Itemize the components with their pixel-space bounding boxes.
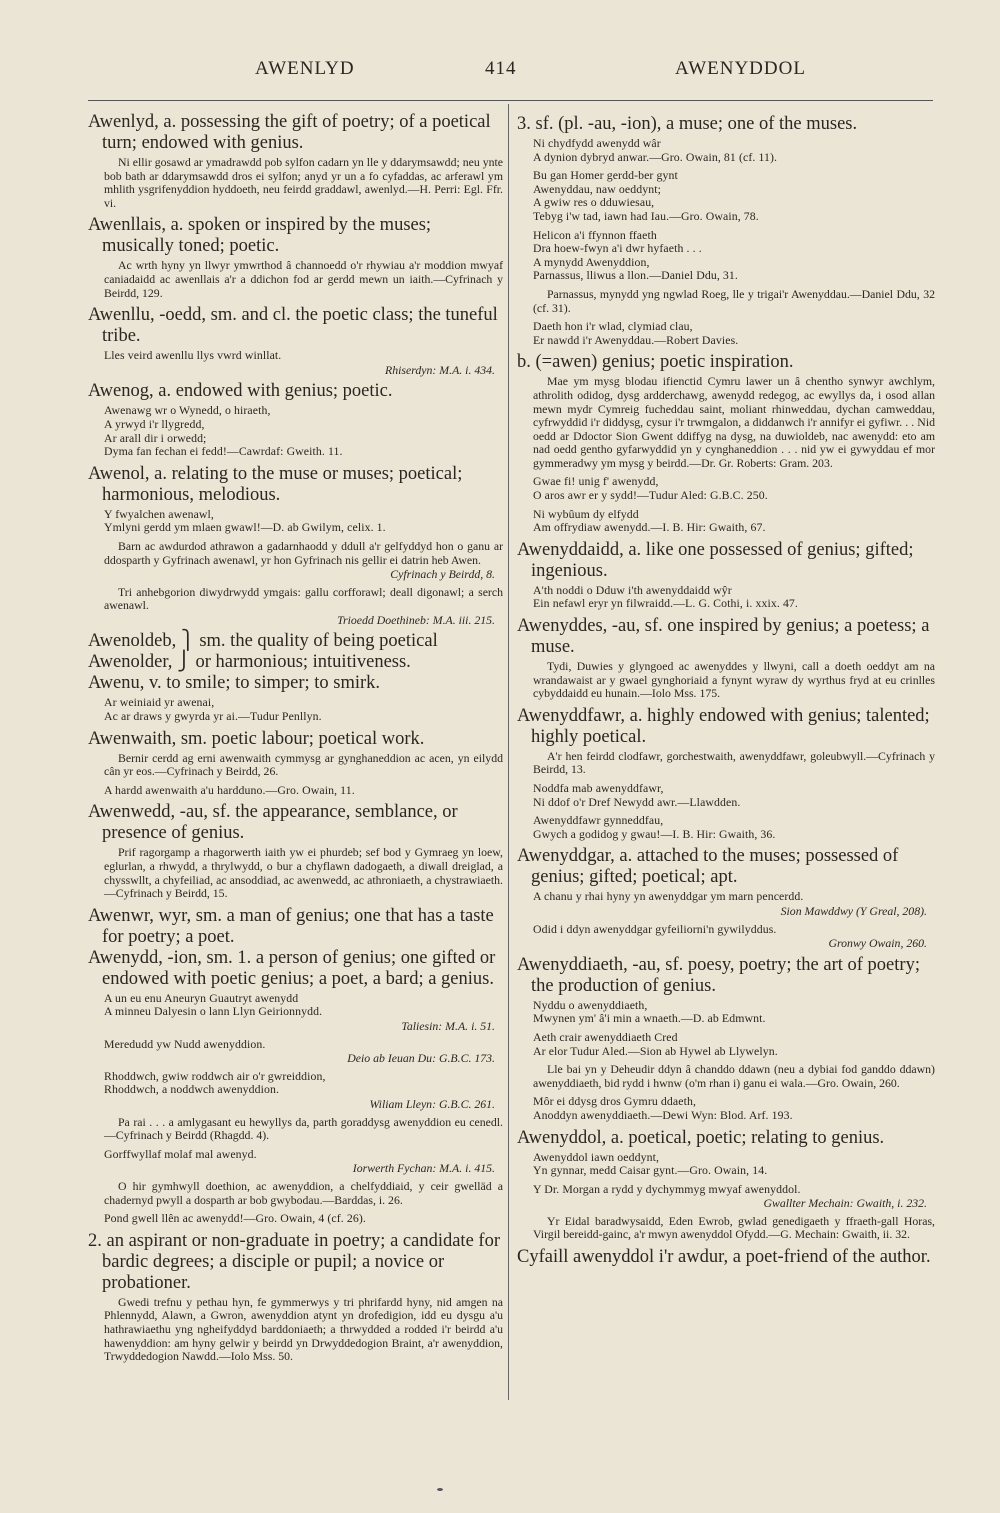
page-number: 414 [485, 58, 517, 79]
quotation-source: Wiliam Lleyn: G.B.C. 261. [369, 1096, 495, 1111]
entry-definition: Awenol, a. relating to the muse or muses; poetical; harmonious, melodious. [88, 463, 463, 505]
quotation-source: Taliesin: M.A. i. 51. [401, 1019, 495, 1033]
header-left-catchword: AWENLYD [255, 58, 355, 79]
quotation-prose: Mae ym mysg blodau ifienctid Cymru lawer un â chentho synwyr awchlym, athrolith odidog, dysg ardderchawg, awenydd redegog, ac ewyllys da, i osod allan mewn mydr Cymreig fucheddau saint, moliant rhinweddau, dychan camweddau, cyfrwyddid i'r diddysg, cysur i'r trwmgalon, a diddanwch i'r annifyr ei gyfiwr. . . Nid oedd ar Ddoctor Sion Gwent ddiffyg na dysg, na duwioldeb, nac awenydd: eto am nad oedd gentho gyfarwyddid yn y cynghaneddion . . . nid yw ei gywyddau ef mor gymmeradwy ym mysg y beirdd.—Dr. Gr. Roberts: Gram. 203. [533, 374, 935, 470]
entry-definition: Awenwedd, -au, sf. the appearance, semblance, or presence of genius. [88, 802, 458, 844]
entry-definition: Awenyddgar, a. attached to the muses; possessed of genius; gifted; poetical; apt. [517, 846, 899, 888]
quotation-prose: Pa rai . . . a amlygasant eu hewyllys da, parth goraddysg awenyddion eu cenedl.—Cyfrinach y Beirdd (Rhagdd. 4). [104, 1114, 503, 1143]
quotation-verse: A hardd awenwaith a'u hardduno.—Gro. Owain, 11. [104, 782, 355, 797]
entry-definition: Awenwr, wyr, sm. a man of genius; one that has a taste for poetry; a poet. [88, 905, 494, 947]
quotation-verse: A chanu y rhai hyny yn awenyddgar ym marn pencerdd. [533, 889, 804, 904]
quotation-source: Rhiserdyn: M.A. i. 434. [385, 362, 495, 377]
quotation-verse: Gorffwyllaf molaf mal awenyd. [104, 1146, 257, 1161]
entry-definition: Awenog, a. endowed with genius; poetic. [88, 381, 393, 402]
entry-sense: b. (=awen) genius; poetic inspiration. [517, 352, 794, 373]
entry-definition: Awenwaith, sm. poetic labour; poetical work. [88, 728, 425, 749]
quotation-verse: Awenyddol iawn oeddynt, Yn gynnar, medd Caisar gynt.—Gro. Owain, 14. [533, 1149, 768, 1178]
quotation-prose: Parnassus, mynydd yng ngwlad Roeg, lle y trigai'r Awenyddau.—Daniel Ddu, 32 (cf. 31). [533, 286, 935, 315]
quotation-prose: Lle bai yn y Deheudir ddyn â chanddo ddawn (neu a dybiai fod ganddo ddawn) awenyddiaeth, bid rydd i hwnw (o'm rhan i) ganu ei wala.—Gro. Owain, 260. [533, 1062, 935, 1090]
quotation-prose: Barn ac awdurdod athrawon a gadarnhaodd y ddull a'r gelfyddyd hon o ganu ar ddosparth y Gyfrinach awenawl, yr hon Gyfrinach nis gellir ei datrin heb Awen. [104, 538, 503, 567]
quotation-verse: Rhoddwch, gwiw roddwch air o'r gwreiddion, Rhoddwch, a noddwch awenyddion. [104, 1068, 326, 1097]
quotation-verse: Ni wybûum dy elfydd Am offrydiaw awenydd.—I. B. Hir: Gwaith, 67. [533, 506, 766, 535]
quotation-prose: Tydi, Duwies y glyngoed ac awenyddes y llwyni, call a doeth oeddyt am na wrandawaist ar y gwael gynghoriaid a fynynt wyraw dy wyrthus fryd at eu crinlles cybyddaidd eu hunain.—Iolo Mss. 175. [533, 659, 935, 701]
quotation-verse: Odid i ddyn awenyddgar gyfeiliorni'n gywilyddus. [533, 921, 777, 936]
quotation-verse: A un eu enu Aneuryn Guautryt awenydd A minneu Dalyesin o lann Llyn Geirionnydd. [104, 990, 323, 1019]
quotation-prose: Gwedi trefnu y pethau hyn, fe gymmerwys y tri phrifardd hyny, nid amgen na Phlennydd, Alawn, a Gwron, awenyddion atynt yn drofedigion, idd eu dysgu a'u hathrawiaethu yng ngheifyddyd barddoniaeth; a thrwydded a rodded i'r beirdd a'u hawenyddion: am hyny gelwir y beirdd yn Drwyddedogion Braint, a'r awenyddion, Trwyddedogion Nawdd.—Iolo Mss. 50. [104, 1294, 503, 1364]
quotation-verse: Ni chydfydd awenydd wâr A dynion dybryd anwar.—Gro. Owain, 81 (cf. 11). [533, 136, 778, 164]
quotation-verse: Ar weiniaid yr awenai, Ac ar draws y gwyrda yr ai.—Tudur Penllyn. [104, 695, 322, 724]
entry-sense: 3. sf. (pl. -au, -ion), a muse; one of the muses. [517, 114, 858, 134]
quotation-source: Iorwerth Fychan: M.A. i. 415. [352, 1161, 495, 1176]
quotation-prose: O hir gymhwyll doethion, ac awenyddion, a chelfyddiaid, y ceir gwelläd a chadernyd pwyll a dosparth ar bob gwybodau.—Barddas, i. 26. [104, 1178, 503, 1207]
entry-definition: Awenu, v. to smile; to simper; to smirk. [88, 673, 381, 694]
quotation-verse: Y Dr. Morgan a rydd y dychymmyg mwyaf awenyddol. [533, 1181, 801, 1196]
entry-definition: Awenyddol, a. poetical, poetic; relating to genius. [517, 1127, 885, 1148]
quotation-verse: Môr ei ddysg dros Gymru ddaeth, Anoddyn awenyddiaeth.—Dewi Wyn: Blod. Arf. 193. [533, 1094, 793, 1122]
entry-definition: Awenyddfawr, a. highly endowed with genius; talented; highly poetical. [517, 705, 930, 747]
quotation-verse: Daeth hon i'r wlad, clymiad clau, Er nawdd i'r Awenyddau.—Robert Davies. [533, 319, 739, 347]
quotation-source: Deio ab Ieuan Du: G.B.C. 173. [347, 1051, 495, 1066]
quotation-source: Gwallter Mechain: Gwaith, i. 232. [763, 1196, 927, 1211]
entry-definition: Awenoldeb, ⎫ sm. the quality of being poetical [88, 631, 438, 652]
right-column [517, 112, 935, 1268]
quotation-verse: Aeth crair awenyddiaeth Cred Ar elor Tudur Aled.—Sion ab Hywel ab Llywelyn. [533, 1029, 778, 1058]
entry-definition: Awenllu, -oedd, sm. and cl. the poetic class; the tuneful tribe. [88, 305, 498, 347]
quotation-source: Cyfrinach y Beirdd, 8. [390, 567, 495, 582]
entry-definition: Awenyddes, -au, sf. one inspired by genius; a poetess; a muse. [517, 616, 930, 658]
quotation-verse: Y fwyalchen awenawl, Ymlyni gerdd ym mlaen gwawl!—D. ab Gwilym, celix. 1. [104, 506, 386, 535]
quotation-prose: Prif ragorgamp a rhagorwerth iaith yw ei phurdeb; sef bod y Gymraeg yn loew, eglurlan, a rhwydd, a thrylwydd, o bur a chyflawn dadogaeth, a diwall dreiglad, a chysswllt, a chyfeiliad, ac ansoddiad, ac awenwedd, ac athroniaeth, a chystrawiaeth.—Cyfrinach y Beirdd, 15. [104, 845, 503, 901]
quotation-verse: Awenawg wr o Wynedd, o hiraeth, A yrwyd i'r llygredd, Ar arall dir i orwedd; Dyma fan fechan ei fedd!—Cawrdaf: Gweith. 11. [104, 403, 343, 459]
header-rule [88, 100, 933, 101]
entry-definition: Awenyddaidd, a. like one possessed of genius; gifted; ingenious. [517, 539, 914, 581]
running-head [100, 58, 930, 88]
quotation-source: Sion Mawddwy (Y Greal, 208). [780, 903, 927, 918]
quotation-source: Trioedd Doethineb: M.A. iii. 215. [337, 612, 495, 627]
column-divider [508, 104, 509, 1400]
quotation-verse: Lles veird awenllu llys vwrd winllat. [104, 348, 282, 363]
left-column [88, 112, 503, 1369]
quotation-verse: Awenyddfawr gynneddfau, Gwych a godidog y gwau!—I. B. Hir: Gwaith, 36. [533, 813, 776, 841]
entry-definition: Awenolder, ⎭ or harmonious; intuitiveness. [88, 652, 411, 673]
page-foot-mark [437, 1488, 443, 1491]
entry-definition: Cyfaill awenyddol i'r awdur, a poet-friend of the author. [517, 1247, 931, 1268]
quotation-verse: Helicon a'i ffynnon ffaeth Dra hoew-fwyn a'i dwr hyfaeth . . . A mynydd Awenyddion, Parnassus, lliwus a llon.—Daniel Ddu, 31. [533, 227, 738, 283]
quotation-verse: Noddfa mab awenyddfawr, Ni ddof o'r Dref Newydd awr.—Llawdden. [533, 781, 741, 809]
quotation-verse: Bu gan Homer gerdd-ber gynt Awenyddau, naw oeddynt; A gwiw res o dduwiesau, Tebyg i'w tad, iawn had Iau.—Gro. Owain, 78. [533, 168, 759, 223]
header-right-catchword: AWENYDDOL [675, 58, 806, 79]
entry-definition: Awenlyd, a. possessing the gift of poetry; of a poetical turn; endowed with genius. [88, 112, 491, 153]
quotation-verse: Nyddu o awenyddiaeth, Mwynen ym' â'i min a wnaeth.—D. ab Edmwnt. [533, 997, 766, 1026]
quotation-prose: Tri anhebgorion diwydrwydd ymgais: gallu corfforawl; deall digonawl; a serch awenawl. [104, 584, 503, 613]
quotation-verse: A'th noddi o Dduw i'th awenyddaidd wŷr Ein nefawl eryr yn filwraidd.—L. G. Cothi, i. xxix. 47. [533, 582, 798, 611]
quotation-prose: Ni ellir gosawd ar ymadrawdd pob sylfon cadarn yn lle y ddarymsawdd; neu ynte bob bath ar ddarymsawdd dros ei sylfon; anyd yr un a fo cyfaddas, ac arferawl ym mhlith ysgrifenyddion hyddoeth, neu feirdd graddawl, awenlyd.—H. Perri: Egl. Ffr. vi. [104, 155, 503, 210]
quotation-source: Gronwy Owain, 260. [828, 936, 927, 951]
quotation-verse: Pond gwell llên ac awenydd!—Gro. Owain, 4 (cf. 26). [104, 1211, 366, 1226]
quotation-prose: A'r hen feirdd clodfawr, gorchestwaith, awenyddfawr, goleubwyll.—Cyfrinach y Beirdd, 13. [533, 748, 935, 777]
quotation-verse: Gwae fi! unig f' awenydd, O aros awr er y sydd!—Tudur Aled: G.B.C. 250. [533, 474, 768, 503]
quotation-prose: Yr Eidal baradwysaidd, Eden Ewrob, gwlad genedigaeth y ffraeth-gall Horas, Virgil bereidd-gainc, a'r mwyn awenyddol Ofydd.—G. Mechain: Gwaith, ii. 32. [533, 1213, 935, 1242]
entry-definition: Awenydd, -ion, sm. 1. a person of genius; one gifted or endowed with poetic genius; a poet, a bard; a genius. [88, 947, 496, 989]
entry-sense: 2. an aspirant or non-graduate in poetry; a candidate for bardic degrees; a disciple or pupil; a novice or probationer. [88, 1230, 500, 1293]
quotation-prose: Ac wrth hyny yn llwyr ymwrthod â channoedd o'r rhywiau a'r moddion mwyaf caniadaidd ac awenllais a'r a ddichon fod ar gerdd mewn un iaith.—Cyfrinach y Beirdd, 129. [104, 258, 503, 300]
entry-definition: Awenllais, a. spoken or inspired by the muses; musically toned; poetic. [88, 215, 432, 257]
quotation-prose: Bernir cerdd ag erni awenwaith cymmysg ar gynghaneddion ac acen, yn eilydd cân yr eos.—Cyfrinach y Beirdd, 26. [104, 750, 503, 779]
quotation-verse: Meredudd yw Nudd awenyddion. [104, 1036, 266, 1051]
entry-definition: Awenyddiaeth, -au, sf. poesy, poetry; the art of poetry; the production of genius. [517, 954, 920, 996]
